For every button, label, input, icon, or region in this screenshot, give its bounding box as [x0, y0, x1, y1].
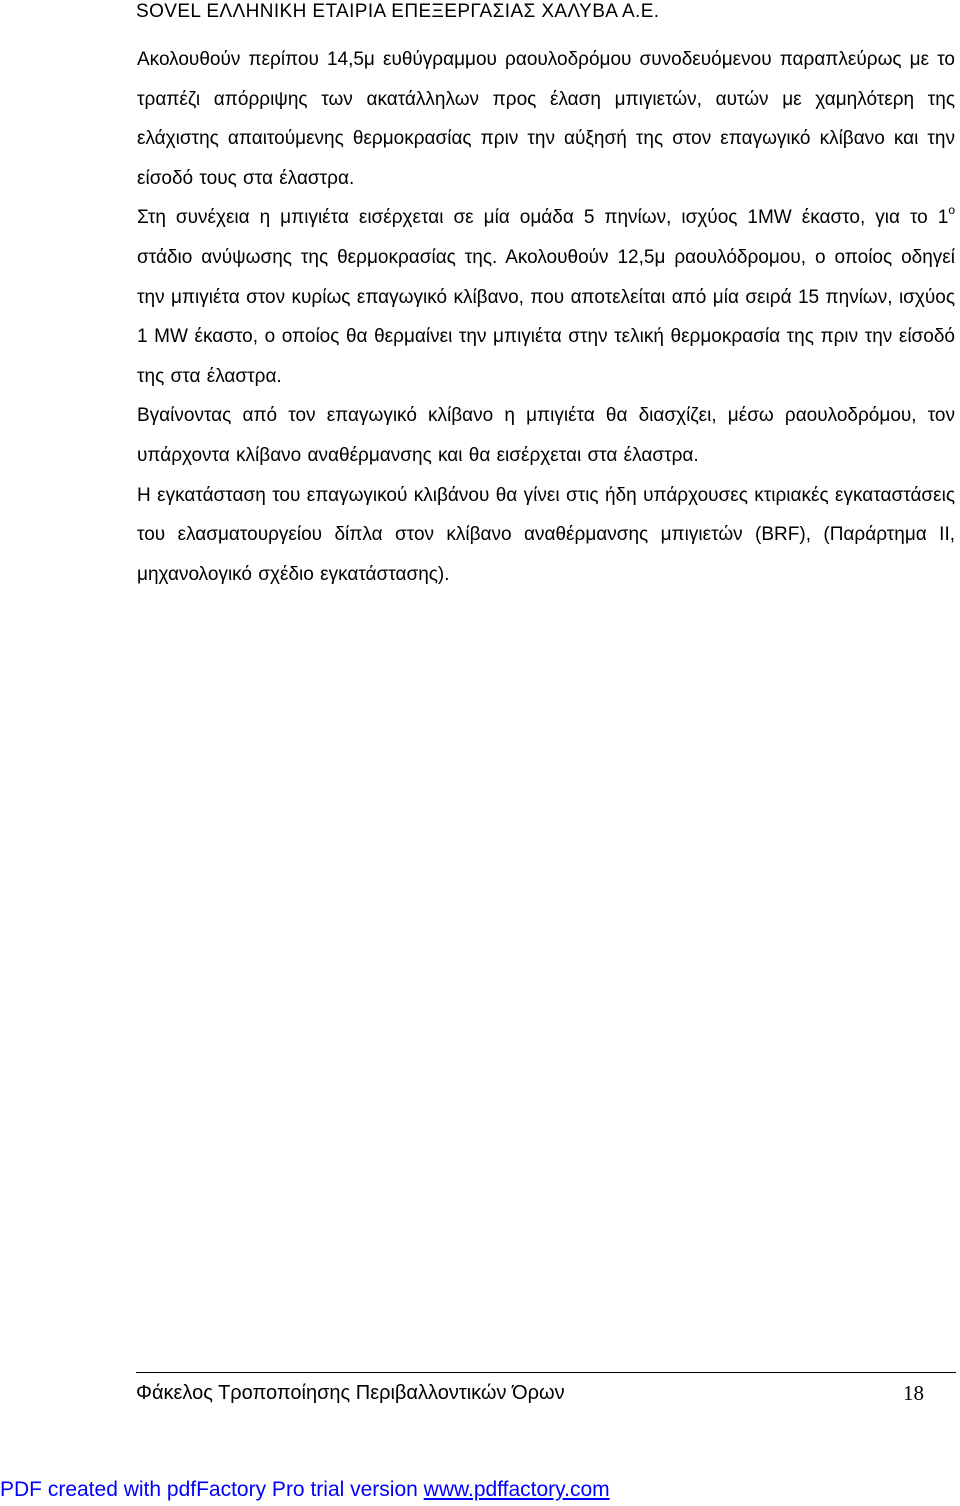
paragraph-exit: Βγαίνοντας από τον επαγωγικό κλίβανο η μπιγιέτα θα διασχίζει, μέσω ραουλοδρόμου, τον υπάρχοντα κλίβανο αναθέρμανσης και θα εισέρχεται στα έλαστρα. [137, 405, 955, 466]
paragraph-conveyor: Ακολουθούν περίπου 14,5μ ευθύγραμμου ραουλοδρόμου συνοδευόμενου παραπλεύρως με το τραπέζι απόρριψης των ακατάλληλων προς έλαση μπιγιετών, αυτών με χαμηλότερη της ελάχιστης απαιτούμενης θερμοκρασίας πριν την αύξησή της στον επαγωγικό κλίβανο και την είσοδό τους στα έλαστρα. [137, 49, 955, 189]
paragraph-coils-rest: στάδιο ανύψωσης της θερμοκρασίας της. Ακολουθούν 12,5μ ραουλόδρομου, ο οποίος οδηγεί την μπιγιέτα στον κυρίως επαγωγικό κλίβανο, που αποτελείται από μία σειρά 15 πηνίων, ισχύος 1 MW έκαστο, ο οποίος θα θερμαίνει την μπιγιέτα στην τελική θερμοκρασία της πριν την είσοδό της στα έλαστρα. [137, 246, 955, 387]
pdf-banner-text: PDF created with pdfFactory Pro trial version [0, 1478, 424, 1501]
footer-title: Φάκελος Τροποποίησης Περιβαλλοντικών Όρων [136, 1382, 565, 1404]
paragraph-coils-start: Στη συνέχεια η μπιγιέτα εισέρχεται σε μία ομάδα 5 πηνίων, ισχύος 1MW έκαστο, για το 1 [137, 207, 949, 229]
pdffactory-link[interactable]: www.pdffactory.com [423, 1478, 610, 1501]
paragraph-installation: Η εγκατάσταση του επαγωγικού κλιβάνου θα γίνει στις ήδη υπάρχουσες κτιριακές εγκαταστάσεις του ελασματουργείου δίπλα στον κλίβανο αναθέρμανσης μπιγιετών (BRF), (Παράρτημα ΙΙ, μηχανολογικό σχέδιο εγκατάστασης). [137, 484, 955, 585]
pdf-watermark-banner [0, 1476, 610, 1504]
ordinal-superscript: ο [948, 203, 955, 218]
document-header-company: SOVEL ΕΛΛΗΝΙΚΗ ΕΤΑΙΡΙΑ ΕΠΕΞΕΡΓΑΣΙΑΣ ΧΑΛΥΒΑ Α.Ε. [136, 1, 660, 22]
page-number: 18 [903, 1381, 924, 1405]
footer-divider [136, 1372, 956, 1373]
document-body [137, 40, 955, 594]
paragraph-coils [137, 198, 955, 396]
